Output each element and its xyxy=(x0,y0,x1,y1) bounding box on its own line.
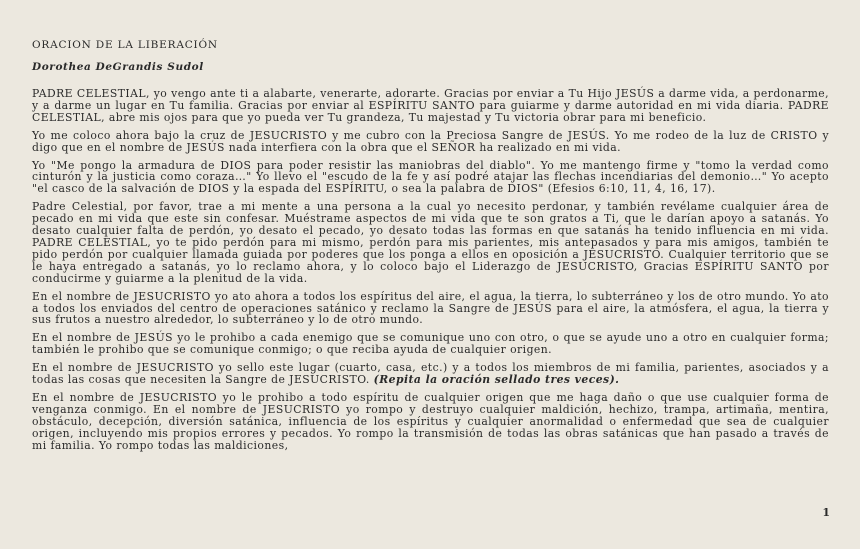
paragraph-3: Yo "Me pongo la armadura de DIOS para poder resistir las maniobras del diablo". Yo me mantengo firme y "tomo la verdad como cinturón y la justicia como coraza…" Yo llevo el "escudo de la fe y así podré atajar las flechas incendiarias del demonio…" Yo acepto "el casco de la salvación de DIOS y la espada del ESPÍRITU, o sea la palabra de DIOS" (Efesios 6:10, 11, 4, 16, 17). xyxy=(32,158,829,196)
paragraph-7-note: (Repita la oración sellado tres veces). xyxy=(373,373,620,387)
paragraph-2: Yo me coloco ahora bajo la cruz de JESUCRISTO y me cubro con la Preciosa Sangre de JESÚS. Yo me rodeo de la luz de CRISTO y digo que en el nombre de JESÚS nada interfiera con la obra que el SEÑOR ha realizado en mi vida. xyxy=(32,128,829,154)
paragraph-1: PADRE CELESTIAL, yo vengo ante ti a alabarte, venerarte, adorarte. Gracias por enviar a Tu Hijo JESÚS a darme vida, a perdonarme, y a darme un lugar en Tu familia. Gracias por enviar al ESPÍRITU SANTO para guiarme y darme autoridad en mi vida diaria. PADRE CELESTIAL, abre mis ojos para que yo pueda ver Tu grandeza, Tu majestad y Tu victoria obrar para mi beneficio. xyxy=(32,87,829,124)
page-number: 1 xyxy=(822,506,830,519)
paragraph-7-text: En el nombre de JESUCRISTO yo sello este lugar (cuarto, casa, etc.) y a todos los miembros de mi familia, parientes, asociados y a todas las cosas que necesiten la Sangre de JESUCRISTO. xyxy=(32,361,829,387)
paragraph-6: En el nombre de JESÚS yo le prohibo a cada enemigo que se comunique uno con otro, o que se ayude uno a otro en cualquier forma; también le prohibo que se comunique conmigo; o que reciba ayuda de cualquier origen. xyxy=(32,331,829,357)
paragraph-8: En el nombre de JESUCRISTO yo le prohibo a todo espíritu de cualquier origen que me haga daño o que use cualquier forma de venganza conmigo. En el nombre de JESUCRISTO yo rompo y destruyo cualquier maldición, hechizo, trampa, artimaña, mentira, obstáculo, decepción, diversión satánica, influencia de los espíritus y cualquier anormalidad o enfermedad que sea de cualquier origen, incluyendo mis propios errores y pecados. Yo rompo la transmisión de todas las obras satánicas que han pasado a través de mi familia. Yo rompo todas las maldiciones, xyxy=(32,390,829,452)
document-author: Dorothea DeGrandis Sudol xyxy=(32,61,204,73)
paragraph-7 xyxy=(32,362,829,386)
document-title: ORACION DE LA LIBERACIÓN xyxy=(32,39,218,51)
paragraph-5: En el nombre de JESUCRISTO yo ato ahora a todos los espíritus del aire, el agua, la tierra, lo subterráneo y los de otro mundo. Yo ato a todos los enviados del centro de operaciones satánico y reclamo la Sangre de JESÚS para el aire, la atmósfera, el agua, la tierra y sus frutos a nuestro alrededor, lo subterráneo y lo de otro mundo. xyxy=(32,289,829,327)
paragraph-4: Padre Celestial, por favor, trae a mi mente a una persona a la cual yo necesito perdonar, y también revélame cualquier área de pecado en mi vida que este sin confesar. Muéstrame aspectos de mi vida que te son gratos a Ti, que le darían apoyo a satanás. Yo desato cualquier falta de perdón, yo desato el pecado, yo desato todas las formas en que satanás ha tenido influencia en mi vida. PADRE CELESTIAL, yo te pido perdón para mi mismo, perdón para mis parientes, mis antepasados y para mis amigos, también te pido perdón por cualquier llamada guiada por poderes que los ponga a ellos en oposición a JESUCRISTO. Cualquier territorio que se le haya entregado a satanás, yo lo reclamo ahora, y lo coloco bajo el Liderazgo de JESUCRISTO, Gracias ESPÍRITU SANTO por conducirme y guiarme a la plenitud de la vida. xyxy=(32,200,829,285)
document-page xyxy=(32,38,829,457)
